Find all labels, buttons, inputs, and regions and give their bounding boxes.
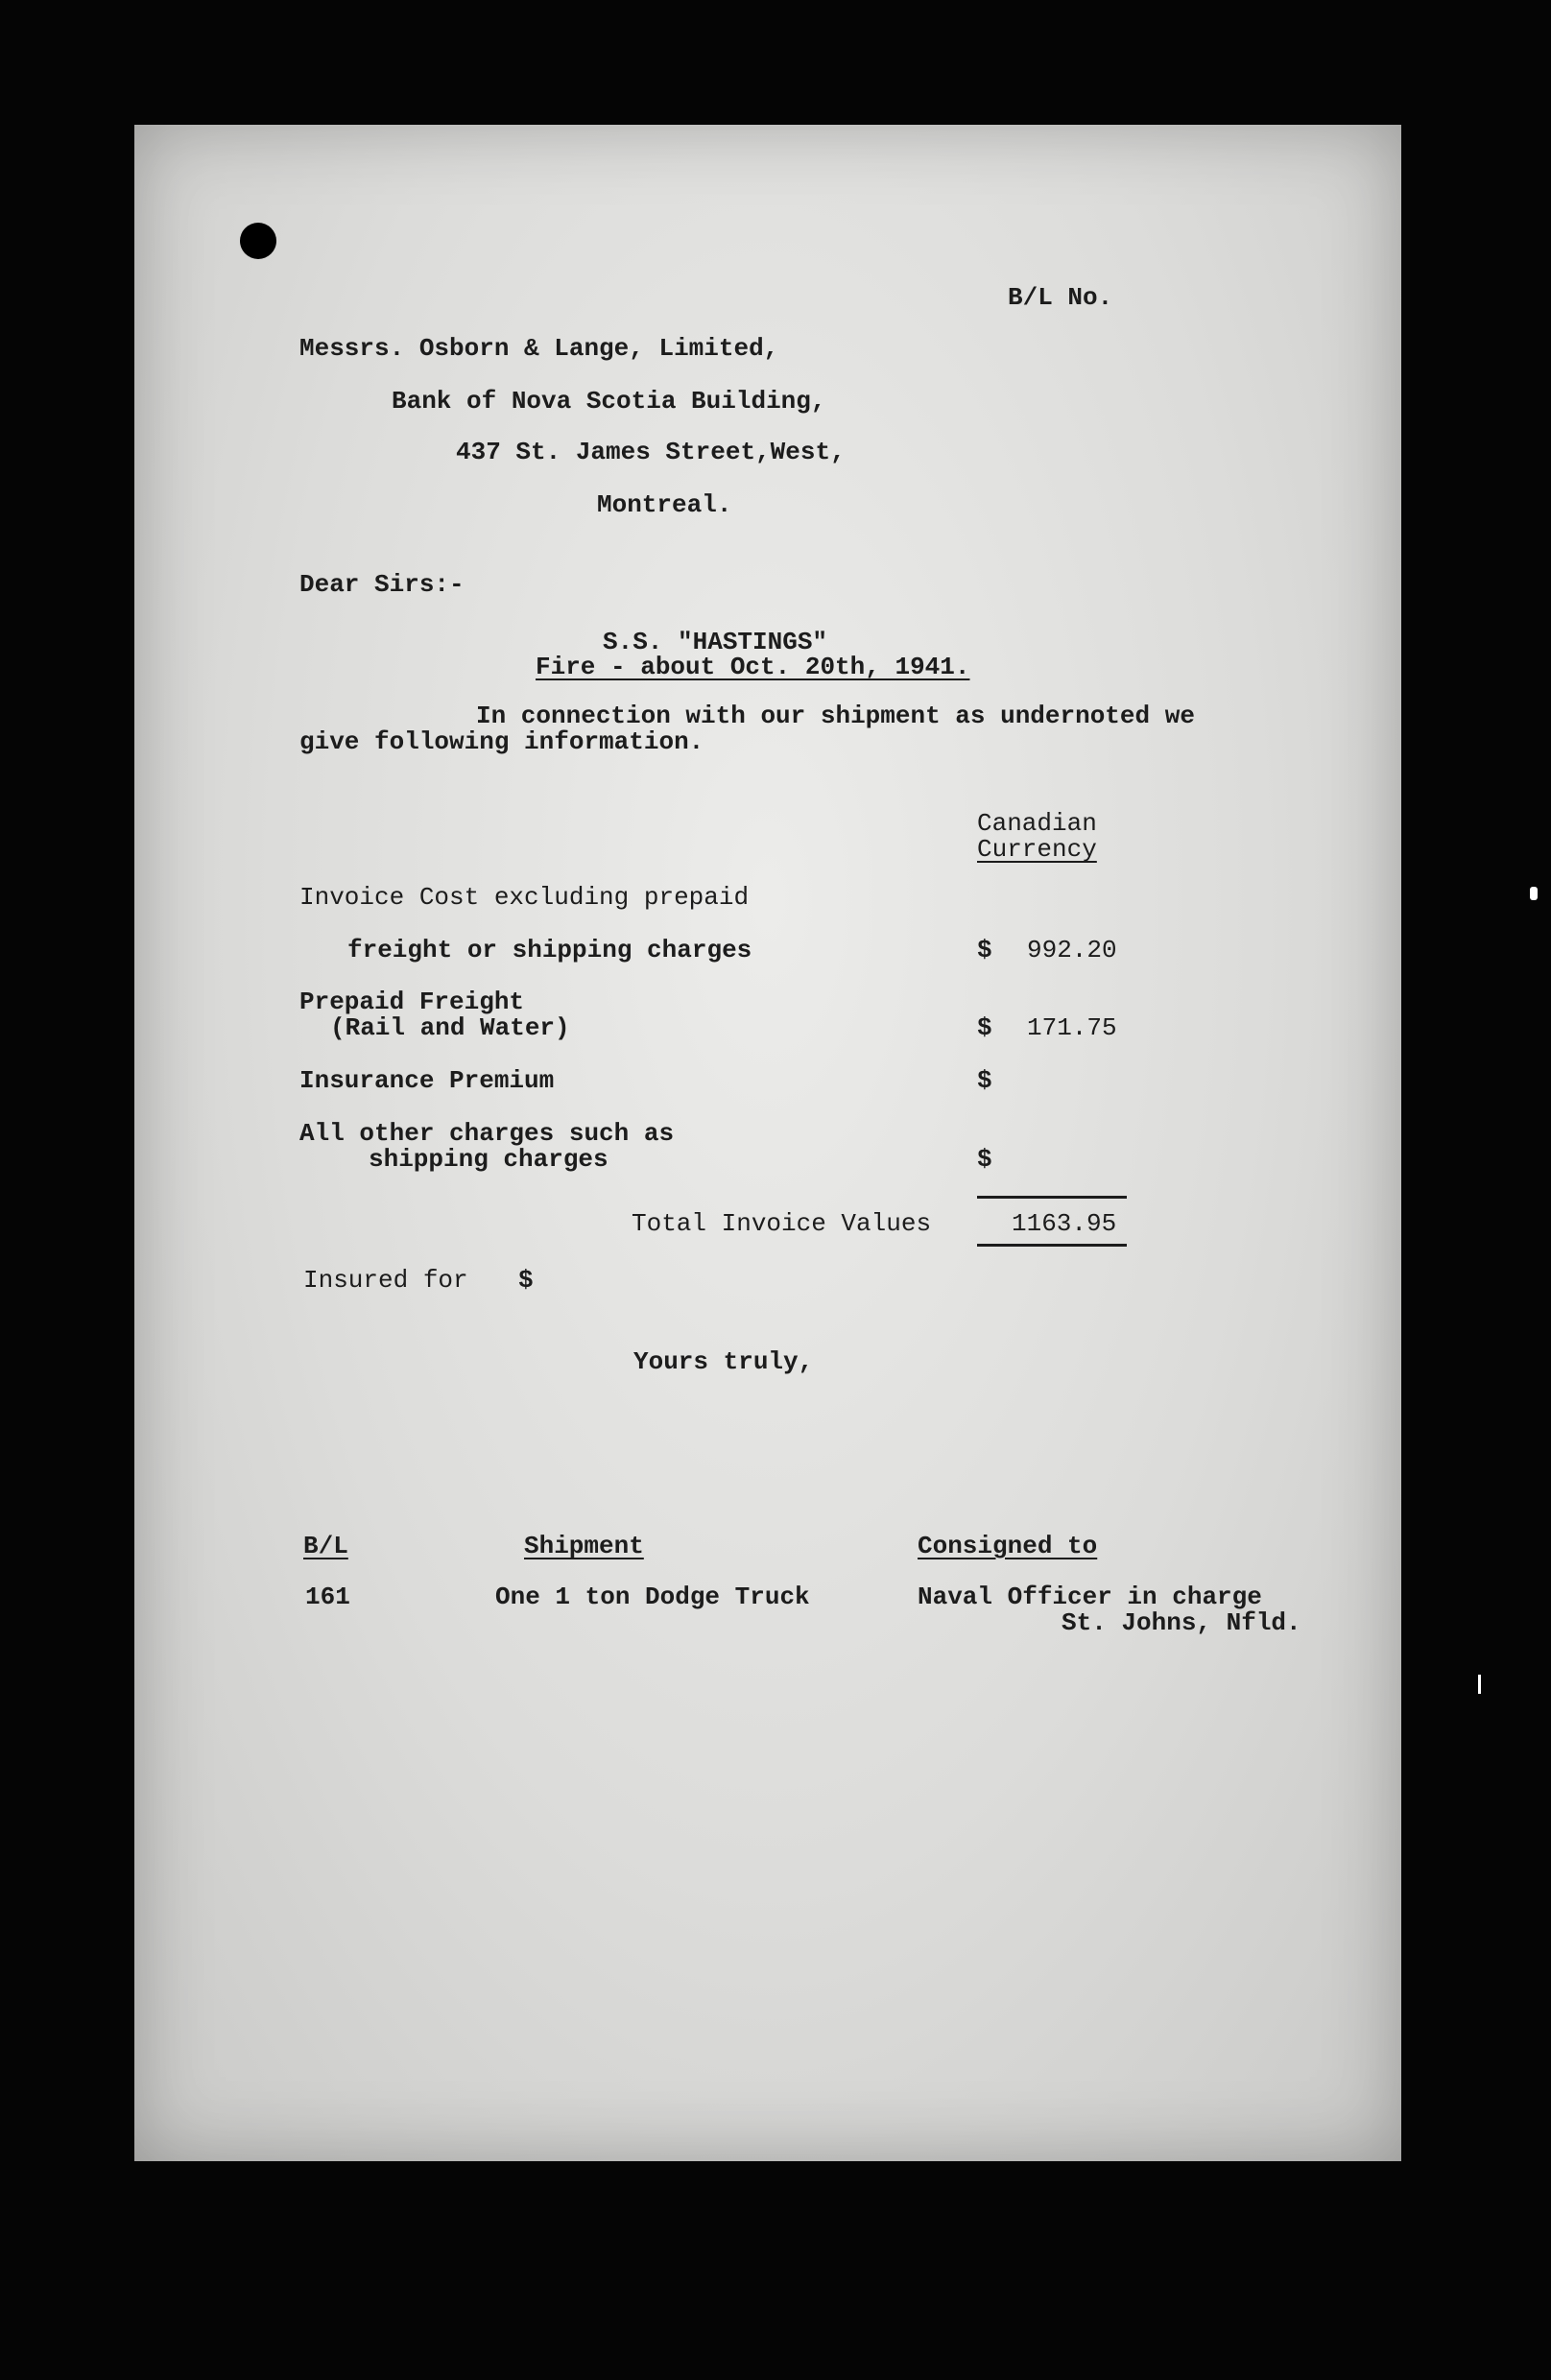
- charge-1-label-line-2: freight or shipping charges: [347, 936, 752, 964]
- bl-number-label: B/L No.: [1008, 283, 1113, 312]
- charge-2-currency: $: [977, 1013, 992, 1042]
- subject-ship: S.S. "HASTINGS": [603, 628, 828, 656]
- shipment-row-consignee-line-2: St. Johns, Nfld.: [1062, 1608, 1301, 1637]
- charge-2-amount: 171.75: [1027, 1013, 1117, 1042]
- charge-1-currency: $: [977, 936, 992, 964]
- shipment-table-header-bl: B/L: [303, 1532, 348, 1560]
- salutation: Dear Sirs:-: [299, 570, 465, 599]
- shipment-row-consignee-line-1: Naval Officer in charge: [918, 1583, 1262, 1611]
- shipment-row-shipment: One 1 ton Dodge Truck: [495, 1583, 810, 1611]
- charge-4-label-line-1: All other charges such as: [299, 1119, 675, 1148]
- addressee-line-2: Bank of Nova Scotia Building,: [392, 387, 826, 416]
- shipment-table-header-shipment: Shipment: [524, 1532, 644, 1560]
- addressee-line-1: Messrs. Osborn & Lange, Limited,: [299, 334, 779, 363]
- charge-4-label-line-2: shipping charges: [369, 1145, 608, 1174]
- insured-label: Insured for: [303, 1266, 468, 1295]
- total-rule-bottom: [977, 1244, 1127, 1247]
- addressee-line-3: 437 St. James Street,West,: [456, 438, 846, 466]
- charge-1-amount: 992.20: [1027, 936, 1117, 964]
- closing: Yours truly,: [633, 1347, 814, 1376]
- punch-hole: [240, 223, 276, 259]
- film-speck: [1530, 887, 1538, 900]
- addressee-line-4: Montreal.: [597, 490, 732, 519]
- total-rule-top: [977, 1196, 1127, 1199]
- charge-4-currency: $: [977, 1145, 992, 1174]
- shipment-table-header-consigned-to: Consigned to: [918, 1532, 1098, 1560]
- subject-event: Fire - about Oct. 20th, 1941.: [536, 653, 970, 681]
- shipment-row-bl: 161: [305, 1583, 350, 1611]
- total-value: 1163.95: [1012, 1209, 1117, 1238]
- insured-currency: $: [518, 1266, 534, 1295]
- currency-header-line-2: Currency: [977, 835, 1097, 864]
- intro-line-1: In connection with our shipment as undernoted we: [476, 702, 1195, 730]
- currency-header-line-1: Canadian: [977, 809, 1097, 838]
- charge-3-currency: $: [977, 1066, 992, 1095]
- film-speck: [1478, 1675, 1481, 1694]
- total-label: Total Invoice Values: [632, 1209, 932, 1238]
- charge-1-label-line-1: Invoice Cost excluding prepaid: [299, 883, 750, 912]
- charge-2-label-line-2: (Rail and Water): [330, 1013, 570, 1042]
- intro-line-2: give following information.: [299, 727, 704, 756]
- charge-2-label-line-1: Prepaid Freight: [299, 988, 525, 1016]
- charge-3-label-line-1: Insurance Premium: [299, 1066, 555, 1095]
